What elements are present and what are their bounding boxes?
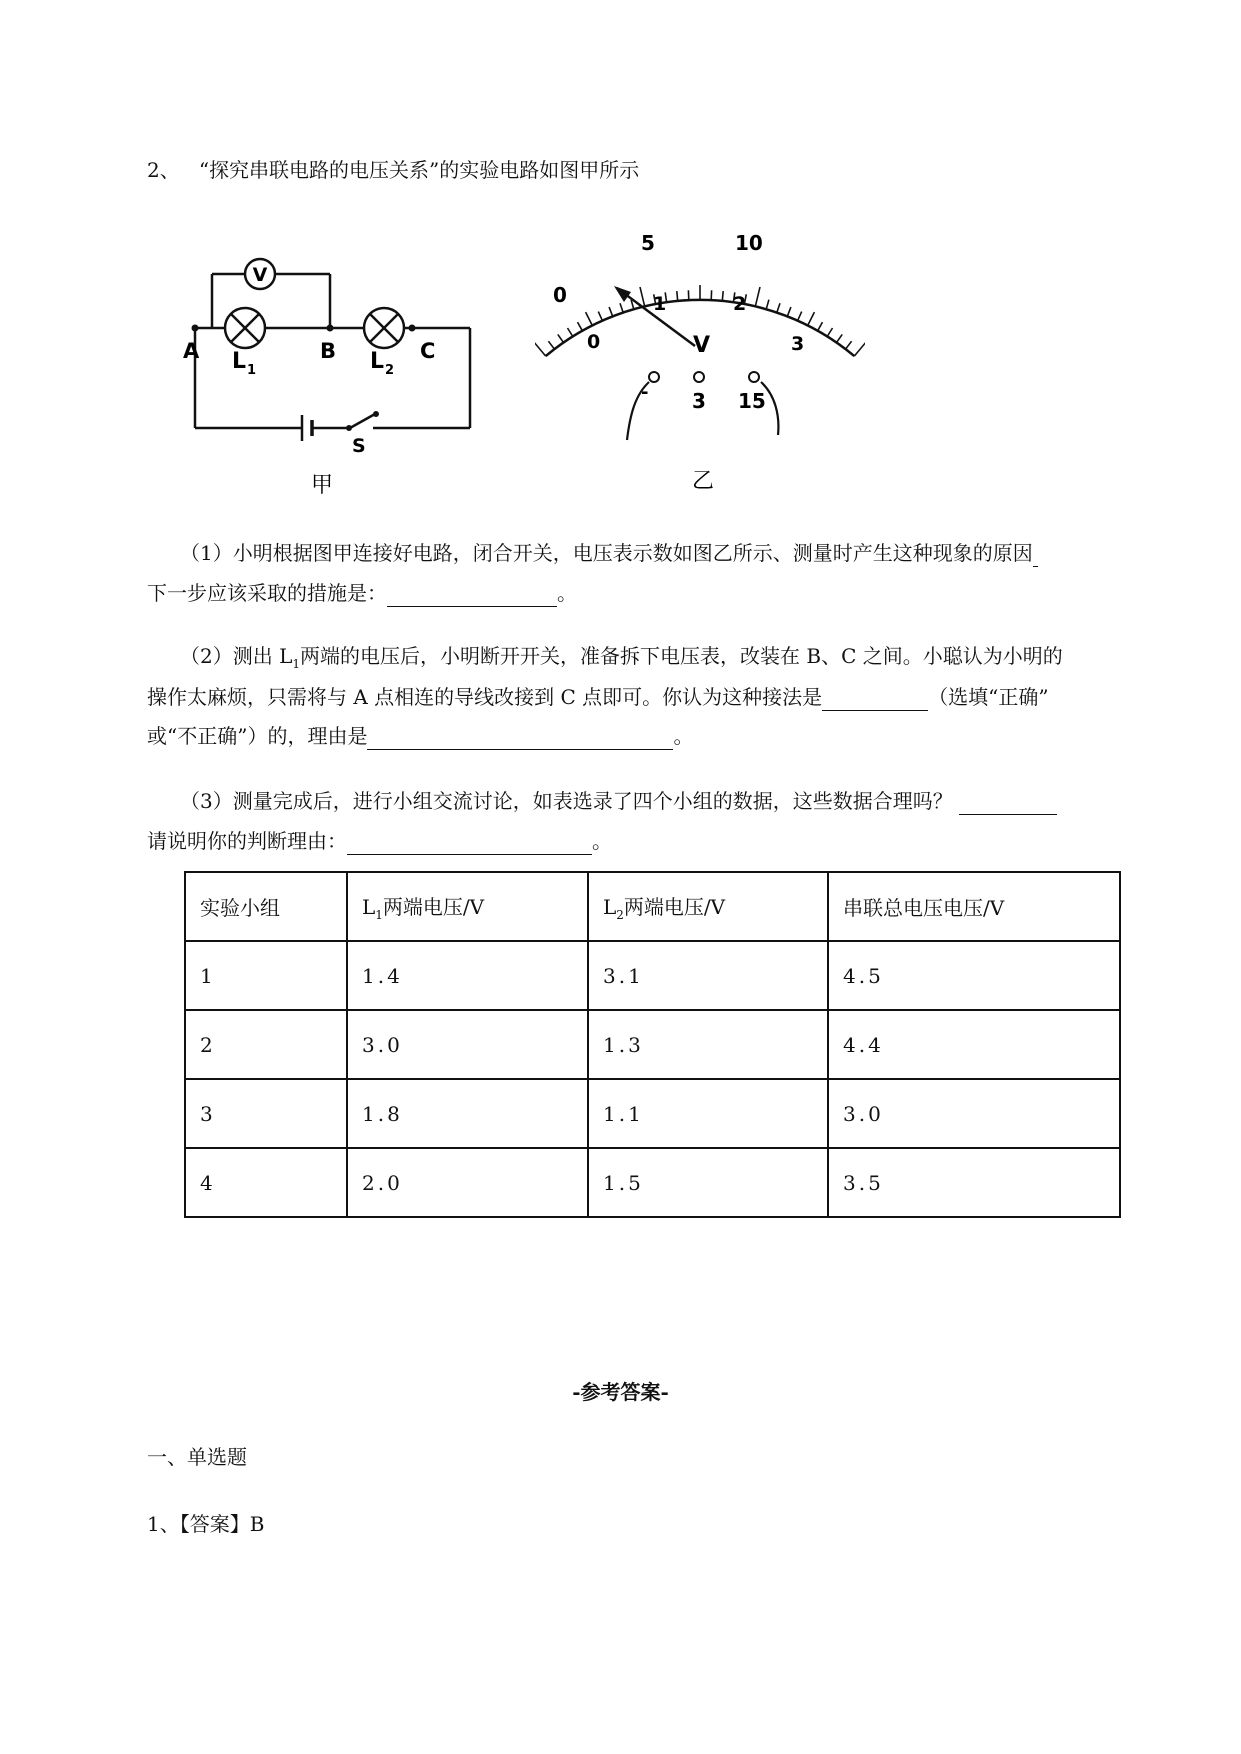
- scale-tick: [837, 334, 843, 342]
- upper-scale-5: 5: [641, 231, 655, 255]
- cell-group: 3: [185, 1079, 347, 1148]
- label-l1: L: [232, 349, 247, 374]
- answer-heading: -参考答案-: [572, 1380, 669, 1404]
- scale-tick: [787, 307, 791, 316]
- needle-arrow-icon: [614, 286, 631, 302]
- voltmeter-icon: [245, 259, 275, 289]
- part-1-blank-a[interactable]: [1033, 544, 1038, 567]
- part-1-text-2: 下一步应该采取的措施是：: [147, 581, 387, 605]
- table-row: [185, 1010, 1120, 1079]
- part-2-line-3: [147, 722, 693, 750]
- table-row: [185, 1148, 1120, 1217]
- lower-scale-3: 3: [791, 333, 805, 355]
- cell-l2: 1.1: [588, 1079, 828, 1148]
- part-1-text: （1）小明根据图甲连接好电路，闭合开关，电压表示数如图乙所示、测量时产生这种现象的原因: [180, 541, 1033, 565]
- part-2-end: 。: [673, 724, 694, 748]
- meter-unit: V: [693, 333, 711, 358]
- caption-yi: 乙: [691, 469, 715, 494]
- header-total: 串联总电压电压/V: [828, 872, 1120, 941]
- label-l1-sub: 1: [247, 363, 257, 378]
- cell-total: 3.0: [828, 1079, 1120, 1148]
- cell-l1: 3.0: [347, 1010, 588, 1079]
- cell-group: 4: [185, 1148, 347, 1217]
- table-header-row: [185, 872, 1120, 941]
- scale-tick: [609, 307, 613, 316]
- part-3-text-2: 请说明你的判断理由：: [147, 829, 347, 853]
- part-2-text-b: 两端的电压后，小明断开开关，准备拆下电压表，改装在 B、C 之间。小聪认为小明的: [300, 644, 1063, 668]
- upper-scale-10: 10: [735, 231, 763, 255]
- part-1-end: 。: [557, 581, 577, 605]
- cell-l2: 3.1: [588, 941, 828, 1010]
- scale-tick: [766, 300, 769, 310]
- question-heading: [147, 156, 639, 184]
- voltmeter-dial: [535, 220, 865, 505]
- part-2-text-e: 或“不正确”）的，理由是: [147, 724, 368, 748]
- circuit-diagram: [180, 230, 500, 500]
- part-2-text-a: （2）测出 L: [180, 644, 293, 668]
- cell-l2: 1.5: [588, 1148, 828, 1217]
- scale-tick: [620, 303, 623, 312]
- scale-tick: [818, 322, 823, 331]
- lower-scale-0: 0: [587, 331, 601, 353]
- scale-tick: [798, 312, 802, 321]
- cell-l1: 1.8: [347, 1079, 588, 1148]
- header-l2: $L_2$两端电压/V: [588, 872, 828, 941]
- part-1-line-2: [147, 579, 577, 607]
- table-row: [185, 1079, 1120, 1148]
- terminal-negative: -: [641, 382, 649, 403]
- answer-section: 一、单选题: [147, 1445, 247, 1469]
- part-2-sub: 1: [292, 657, 301, 671]
- header-group: 实验小组: [185, 872, 347, 941]
- scale-tick: [578, 322, 583, 331]
- scale-tick: [558, 334, 564, 342]
- cell-group: 2: [185, 1010, 347, 1079]
- part-3-blank-b[interactable]: [347, 832, 592, 855]
- scale-tick: [548, 341, 554, 349]
- question-number: 2、: [147, 158, 180, 182]
- label-c: C: [420, 339, 436, 363]
- scale-tick: [722, 291, 723, 301]
- scale-tick: [677, 291, 678, 301]
- upper-scale-0: 0: [553, 283, 567, 307]
- scale-tick: [586, 312, 593, 325]
- cell-l1: 1.4: [347, 941, 588, 1010]
- part-3-blank-a[interactable]: [959, 792, 1057, 815]
- lower-scale-2: 2: [733, 293, 747, 315]
- answer-first: 1、【答案】B: [147, 1512, 265, 1536]
- part-1-blank-b[interactable]: [387, 584, 557, 607]
- cell-total: 4.5: [828, 941, 1120, 1010]
- voltage-data-table: [184, 871, 1121, 1218]
- terminal-15: 15: [738, 389, 766, 413]
- scale-tick: [640, 287, 645, 307]
- cell-group: 1: [185, 941, 347, 1010]
- part-3-line-1: [180, 787, 1057, 815]
- part-2-line-2: [147, 683, 1049, 711]
- label-l2-sub: 2: [385, 363, 395, 378]
- cell-l2: 1.3: [588, 1010, 828, 1079]
- voltmeter-symbol: V: [252, 264, 268, 286]
- scale-tick: [535, 341, 546, 356]
- scale-tick: [568, 328, 573, 337]
- caption-jia: 甲: [310, 473, 334, 498]
- cell-total: 4.4: [828, 1010, 1120, 1079]
- table-row: [185, 941, 1120, 1010]
- question-title: “探究串联电路的电压关系”的实验电路如图甲所示: [198, 158, 640, 182]
- lamp-l2-icon: [364, 308, 404, 348]
- part-3-end: 。: [592, 829, 612, 853]
- scale-tick: [755, 287, 760, 307]
- part-3-text: （3）测量完成后，进行小组交流讨论，如表选录了四个小组的数据，这些数据合理吗？: [180, 789, 953, 813]
- part-1-line-1: [180, 539, 1038, 567]
- scale-tick: [846, 341, 852, 349]
- label-b: B: [320, 339, 337, 363]
- label-a: A: [183, 339, 200, 363]
- scale-tick: [598, 312, 602, 321]
- lower-scale-1: 1: [653, 293, 667, 315]
- scale-tick: [777, 303, 780, 312]
- label-s: S: [352, 435, 366, 457]
- part-2-blank-b[interactable]: [367, 727, 673, 750]
- part-2-text-c: 操作太麻烦，只需将与 A 点相连的导线改接到 C 点即可。你认为这种接法是: [147, 685, 823, 709]
- cell-l1: 2.0: [347, 1148, 588, 1217]
- label-l2: L: [370, 349, 385, 374]
- part-3-line-2: [147, 827, 612, 855]
- header-l1: $L_1$两端电压/V: [347, 872, 588, 941]
- cell-total: 3.5: [828, 1148, 1120, 1217]
- part-2-text-d: （选填“正确”: [928, 685, 1049, 709]
- part-2-line-1: [180, 642, 1063, 678]
- part-2-blank-a[interactable]: [822, 688, 928, 711]
- lamp-l1-icon: [225, 308, 265, 348]
- scale-tick: [854, 341, 865, 356]
- scale-tick: [827, 328, 832, 337]
- terminal-3: 3: [692, 389, 706, 413]
- scale-tick: [808, 312, 815, 325]
